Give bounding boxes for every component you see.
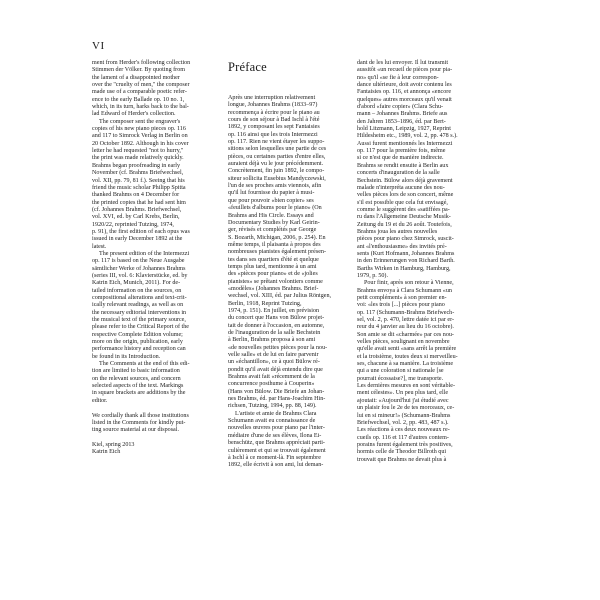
text-line: que pour pouvoir «bien copier» ses [228,197,314,204]
text-line: 1920/22, reprinted Tutzing, 1974, [92,221,174,228]
text-line: the print was made relatively quickly. [92,155,184,162]
text-line: Son amie se dit «charmée» par ces nou- [357,331,454,338]
text-line: comme le suggèrent des «satiffées pa- [357,206,450,213]
text-line: un plaisir fou le 2e de tes morceaux, ce- [357,405,455,412]
text-line: auraient déjà vu le jour précédemment. [228,161,324,168]
text-line: trouvait que Brahms ne devait plus à [357,456,447,463]
text-line: and 117 to Simrock Verlag in Berlin on [92,133,188,140]
text-line: l'un de ses proches amis viennois, afin [228,183,322,190]
text-line: à Berlin, Brahms proposa à son ami [228,337,316,344]
text-line: Aussi furent mentionnés les Intermezzi [357,140,453,147]
text-line: the musical text of the primary source, [92,317,186,324]
text-line: lui en si mineur!» (Schumann-Brahms [357,412,451,419]
text-line: pièces, ou certaines parties d'entre elles, [228,153,326,160]
text-line: Après une interruption relativement [228,95,316,101]
text-line: please refer to the Critical Report of the [92,324,189,331]
text-line: même temps, il plaisanta à propos des [228,241,321,248]
text-line: ru dans l'Allgemeine Deutsche Musik- [357,214,451,221]
text-line: benschütz, que Brahms appréciait parti- [228,440,325,447]
text-line: listed in the Comments for kindly put- [92,419,186,426]
text-line: latest. [92,243,107,250]
text-line: à Ischl à ce moment-là. Fin septembre [228,454,321,461]
text-line: which, in its turn, harks back to the bal- [92,104,189,111]
text-line: Concrètement, fin juin 1892, le compo- [228,168,325,175]
text-line: op. 116 ainsi que les trois Intermezzi [228,131,318,138]
text-line: concurrence posthume à Couperin» [228,381,315,388]
text-line: op. 117 (Schumann-Brahms Briefwech- [357,309,455,316]
text-line: Stimmen der Völker. By quoting from [92,67,185,74]
text-line: Brahms envoya à Clara Schumann «un [357,287,452,294]
text-line: Les dernières mesures en sont véritable- [357,383,455,390]
text-line: cueils op. 116 et 117 d'autres contem- [357,434,449,441]
text-line: siteur sollicita Eusebius Mandyczewski, [228,175,326,182]
text-line: 20 October 1892. Although in his cover [92,140,189,147]
text-line: selected aspects of the text. Markings [92,383,184,390]
text-line: recommença à écrire pour le piano au [228,109,320,116]
text-line: médiaire d'une de ses élèves, Ilona Ei- [228,432,322,439]
text-line: sämtlicher Werke of Johannes Brahms [92,265,186,272]
text-line: L'artiste et amie de Brahms Clara [235,410,317,417]
text-line: (series III, vol. 6: Klavierstücke, ed. by [92,272,188,279]
text-line: op. 117 is based on the Neue Ausgabe [92,258,185,265]
text-line: sitions selon lesquelles une partie de ces [228,146,327,153]
text-line: tait de donner à l'occasion, en automne, [228,322,325,329]
text-line: lad Edward of Herder's collection. [92,111,176,118]
text-line: sel, vol. 2, p. 470, lettre datée ici par er- [357,317,455,324]
text-line: issued in early December 1892 at the [92,236,183,243]
text-line: ting source material at our disposal. [92,427,179,434]
text-line: performance history and reception can [92,346,186,353]
text-line: be found in its Introduction. [92,353,161,360]
text-line: temps plus tard, mentionne à un ami [228,263,317,270]
text-line: editor. [92,397,108,404]
text-line: Barths Wirken in Hamburg, Hamburg, [357,265,451,272]
text-line: Pour finir, après son retour à Vienne, [364,280,454,287]
text-line: culièrement et qui se trouvait également [228,447,326,454]
text-line: hold Litzmann, Leipzig, 1927, Reprint [357,126,451,133]
text-line: Hildesheim etc., 1989, vol. 2, pp. 478 s.). [357,133,458,140]
text-line: 1974, p. 151). En juillet, en prévision [228,307,320,314]
text-line: Berlin, 1918, Reprint Tutzing, [228,300,302,307]
text-line: November (cf. Brahms Briefwechsel, [92,170,184,177]
text-line: no» qu'il «se fie à leur correspon- [357,74,439,81]
text-line: pièces pour piano chez Simrock, suscit- [357,236,454,243]
text-line: compositional alterations and text-crit- [92,295,187,301]
paragraph-spacer [92,405,215,412]
text-line: (cf. Johannes Brahms. Briefwechsel, [92,206,182,213]
french-column-right [357,60,484,464]
text-line: in den Erinnerungen von Richard Barth. [357,258,455,265]
text-line: on the relevant sources, and concern [92,375,181,382]
text-line: over the "cruelty of men," the composer [92,82,190,89]
text-line: tailed information on the sources, on [92,287,182,294]
text-line: vol. XII, pp. 79, 81 f.). Seeing that his [92,177,185,184]
text-line: vol. XVI, ed. by Carl Krebs, Berlin, [92,214,180,221]
text-line: ant «l'enthousiasme» des invités pré- [357,243,447,250]
french-column-left [228,60,349,470]
text-line: cours de son séjour à Bad Ischl à l'été [228,117,320,124]
text-line: ger, révisés et complétés par George [228,227,317,234]
text-line: hormis celle de Theodor Billroth qui [357,449,447,456]
text-line: Brahms joua les autres nouvelles [357,228,438,235]
text-line: letter he had requested "not to hurry," [92,148,184,155]
text-line: nes Brahms, éd. par Hans-Joachim Hin- [228,396,326,403]
text-line: velle salle» et de lui en faire parvenir [228,352,319,359]
text-line: Fantaisies op. 116, et annonça «encore [357,89,452,96]
text-line: 1892, elle écrivit à son ami, lui deman- [228,462,324,469]
text-line: ses, chacune à sa manière. La troisième [357,361,454,368]
text-line: qu'elle avait senti «sans arrêt la première [357,346,457,353]
text-line: den Jahren 1853–1896, éd. par Bert- [357,118,446,125]
text-line: velles pièces lors de son concert, même [357,192,454,199]
page-number: VI [92,40,105,52]
text-line: pianistes» se prêtant volontiers comme [228,278,323,285]
text-line: respective Complete Edition volume; [92,331,183,338]
text-line: sents (Kurt Hofmann, Johannes Brahms [357,250,455,257]
text-line: Schumann avait eu connaissance de [228,418,316,425]
text-line: the necessary editorial interventions in [92,309,187,316]
text-line: friend the music scholar Philipp Spitta [92,184,186,191]
text-line: «modèles» (Johannes Brahms. Brief- [228,285,319,292]
text-line: op. 117. Rien ne vient étayer les suppo- [228,139,325,146]
text-line: Brahms avait fait «récemment de la [228,374,315,381]
text-line: Les réactions à ces deux nouveaux re- [357,427,450,434]
text-line: malade n'interpréta aucune des nou- [357,184,445,191]
text-line: ment from Herder's following collection [92,60,191,66]
text-line: qu'il lui fournisse du papier à musi- [228,190,315,197]
text-line: ically relevant readings, as well as on [92,302,184,309]
text-line: nombreuses pianistes également présen- [228,249,326,256]
text-line: quelques» autres morceaux qu'il venait [357,96,452,103]
text-line: ajoutait: «Aujourd'hui j'ai étudié avec [357,397,449,404]
text-line: Briefwechsel, vol. 2, pp. 483, 487 s.). [357,419,449,426]
text-line: tion are limited to basic information [92,368,180,375]
text-line: de l'inauguration de la salle Bechstein [228,330,321,336]
text-line: made use of a comparable poetic refer- [92,89,187,96]
preface-heading: Préface [228,60,267,74]
text-line: nouvelles œuvres pour piano par l'inter- [228,425,325,432]
text-line: pondit qu'il avait déjà entendu dire que [228,366,323,373]
text-line: d'abord «faire copier» (Clara Schu- [357,104,444,111]
text-line: The present edition of the Intermezzi [99,250,190,257]
text-line: Katrin Eich, Munich, 2011). For de- [92,280,181,287]
text-line: du concert que Hans von Bülow projet- [228,315,325,322]
text-line: «feuillets d'albums pour le piano» (On [228,205,322,212]
text-line: thanked Brahms on 4 December for [92,192,180,199]
text-line: voi: «les trois [...] pièces pour piano [357,302,445,309]
text-line: The Comments at the end of this edi- [99,361,190,368]
text-line: dant de les lui envoyer. Il lui transmit [357,60,449,66]
text-line: dance ultérieure, doit avoir contenu les [357,82,452,89]
text-line: Documentary Studies by Karl Geirin- [228,219,320,226]
text-line: aussitôt «un recueil de pièces pour pia- [357,67,453,74]
text-line: Zeitung du 19 et du 26 août. Toutefois, [357,221,452,228]
text-line: 1892, y composant les sept Fantaisies [228,124,320,131]
text-line: s'il est possible que cela fut envisagé, [357,199,448,206]
text-line: richsen, Tutzing, 1994, pp. 88, 149). [228,403,317,410]
text-line: Katrin Eich [92,449,121,456]
text-line: mann – Johannes Brahms. Briefe aus [357,111,448,118]
text-line: reur du 4 janvier au lieu du 16 octobre). [357,324,454,331]
text-line: (Hans von Bülow. Die Briefe an Johan- [228,388,325,395]
text-line: in square brackets are additions by the [92,390,186,397]
text-line: The composer sent the engraver's [99,118,181,125]
text-line: Brahms began proofreading in early [92,162,180,169]
paragraph-spacer [92,435,215,442]
text-line: more on the origin, publication, early [92,339,183,346]
text-line: qui a une coloration si nationale [se [357,368,444,375]
text-line: Kiel, spring 2013 [92,441,135,448]
text-line: pourrait écossaise?], me transporte. [357,375,444,382]
text-line: Bechstein. Bülow alors déjà gravement [357,177,453,184]
text-line: «de nouvelles petites pièces pour la nou- [228,344,328,351]
text-line: des «pièces pour piano» et de «jolies [228,271,318,278]
text-line: concerts d'inauguration de la salle [357,170,440,177]
text-line: longue, Johannes Brahms (1833–97) [228,102,318,109]
text-line: velles pièces, soulignant en novembre [357,339,450,346]
text-line: S. Bozarth, Michigan, 2006, p. 254). En [228,234,326,241]
text-line: 1979, p. 50). [357,272,388,279]
text-line: porains furent également très positives, [357,441,453,448]
text-line: the lament of a disappointed mother [92,74,180,81]
text-line: op. 117 pour la première fois, même [357,148,446,155]
text-line: copies of his new piano pieces op. 116 [92,126,186,133]
text-line: Brahms se rendit ensuite à Berlin aux [357,162,449,169]
text-line: petit complément» à son premier en- [357,295,447,301]
text-line: ment célestes». Un peu plus tard, elle [357,390,449,397]
text-line: Brahms and His Circle. Essays and [228,212,314,219]
english-column [92,60,215,457]
text-line: et la troisième, toutes deux si merveilleu- [357,353,458,360]
text-line: We cordially thank all those institutions [92,412,189,419]
text-line: si ce n'est que de manière indirecte. [357,155,444,162]
text-line: the printed copies that he had sent him [92,199,186,206]
text-line: p. 91), the first edition of each opus was [92,228,190,235]
text-line: wechsel, vol. XIII, éd. par Julius Röntgen, [228,293,332,300]
text-line: un «échantillon», ce à quoi Bülow ré- [228,359,320,366]
text-line: tes dans ses quartiers d'été et quelque [228,256,319,263]
text-line: ence to the early Ballade op. 10 no. 1, [92,96,185,103]
